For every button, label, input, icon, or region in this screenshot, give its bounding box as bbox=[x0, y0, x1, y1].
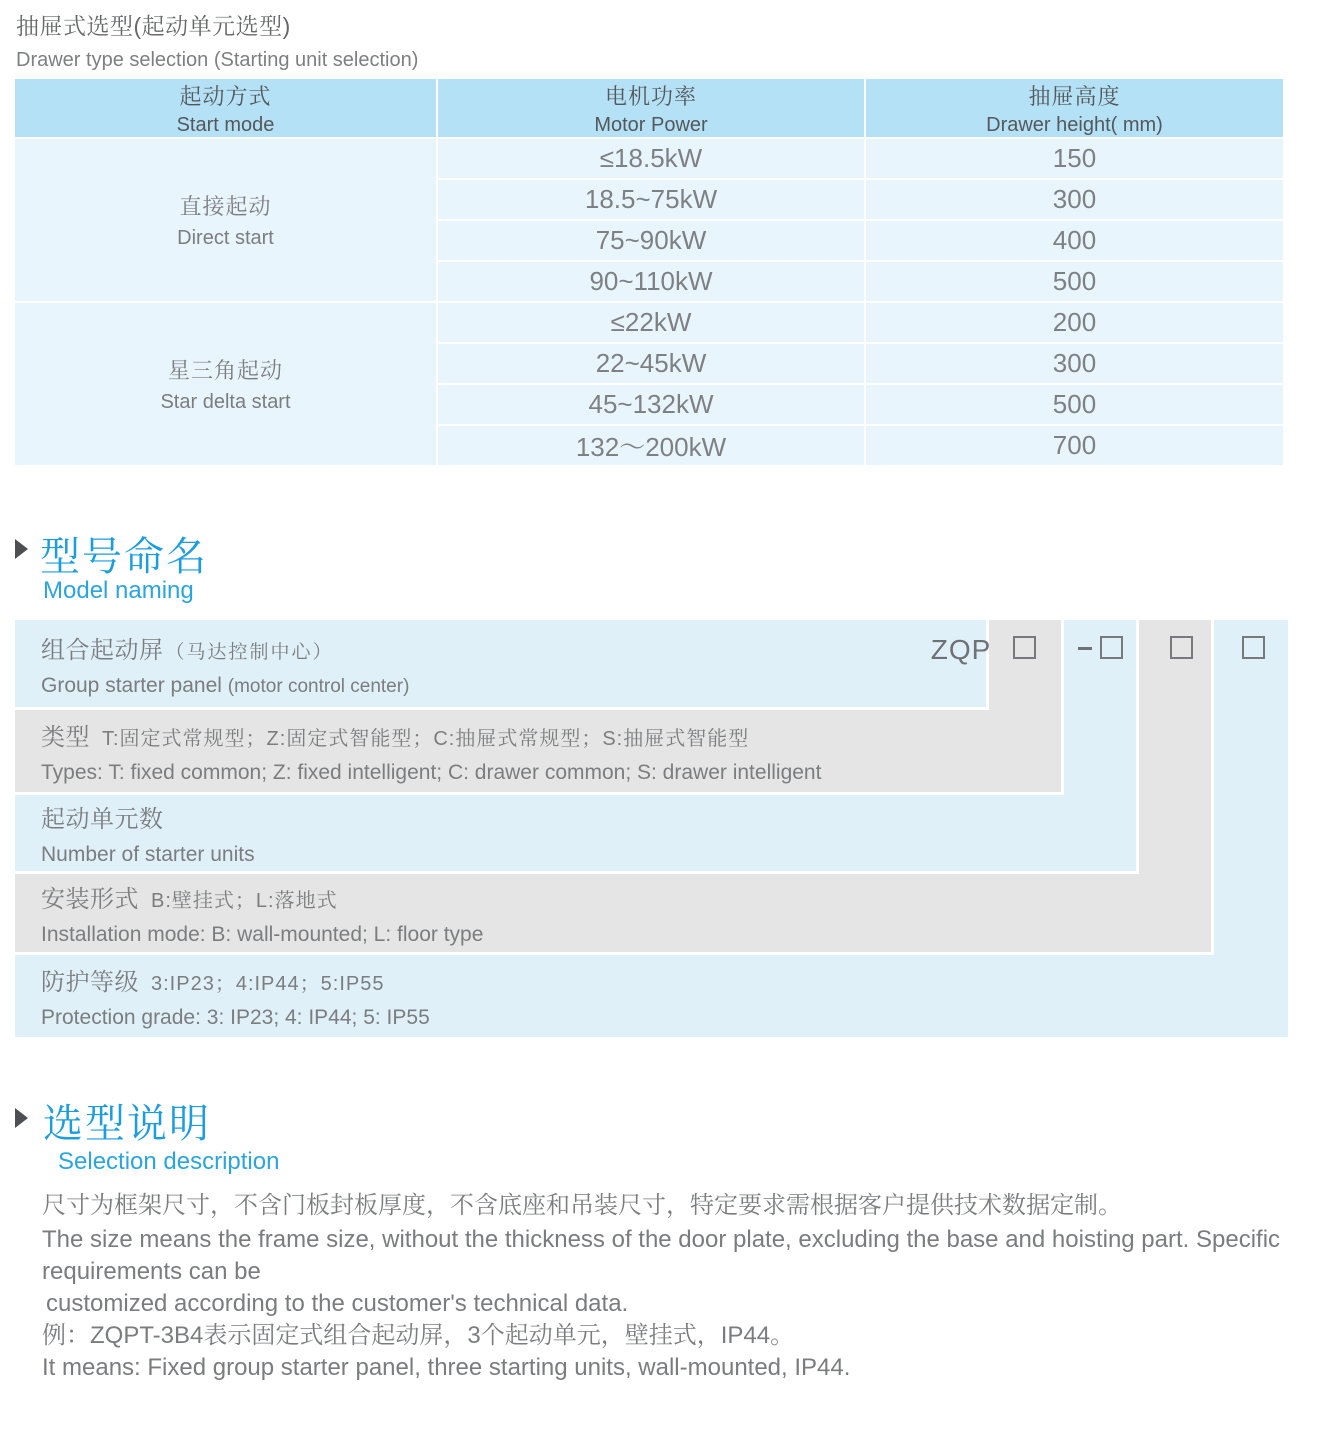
table-cell-height: 400 bbox=[866, 221, 1283, 260]
description-line: 尺寸为框架尺寸，不含门板封板厚度，不含底座和吊装尺寸，特定要求需根据客户提供技术数据定制。 bbox=[42, 1192, 1122, 1219]
table-cell-power: 90~110kW bbox=[438, 262, 864, 301]
table-cell-mode-direct-start bbox=[15, 139, 436, 301]
naming-row3-cn: 起动单元数 bbox=[41, 806, 164, 833]
table-cell-power: ≤22kW bbox=[438, 303, 864, 342]
table-cell-power: 18.5~75kW bbox=[438, 180, 864, 219]
selection-description-section bbox=[42, 1190, 1300, 1384]
table-cell-height: 300 bbox=[866, 180, 1283, 219]
table-header-drawer-height bbox=[866, 79, 1283, 137]
description-line: The size means the frame size, without the thickness of the door plate, excluding the base and hoisting part. Specific requirements can be bbox=[42, 1226, 1281, 1285]
mode-direct-en: Direct start bbox=[177, 227, 274, 249]
drawer-selection-table bbox=[15, 79, 1283, 465]
mode-direct-cn: 直接起动 bbox=[179, 194, 272, 219]
model-code-box-installation bbox=[1170, 636, 1193, 659]
naming-row5-cn: 防护等级 bbox=[41, 969, 139, 996]
description-line: It means: Fixed group starter panel, three starting units, wall-mounted, IP44. bbox=[42, 1354, 851, 1381]
table-cell-power: 75~90kW bbox=[438, 221, 864, 260]
section-marker-icon bbox=[15, 1108, 28, 1128]
table-cell-height: 700 bbox=[866, 426, 1283, 465]
naming-row5-en: Protection grade: 3: IP23; 4: IP44; 5: IP55 bbox=[41, 1006, 430, 1029]
naming-row2-cn: 类型 bbox=[41, 724, 90, 751]
selection-description-title-en: Selection description bbox=[58, 1148, 280, 1175]
model-code-prefix: ZQP bbox=[930, 634, 992, 665]
table-cell-height: 500 bbox=[866, 385, 1283, 424]
model-code-box-units bbox=[1100, 636, 1123, 659]
table-cell-height: 150 bbox=[866, 139, 1283, 178]
model-naming-title-cn: 型号命名 bbox=[40, 535, 208, 579]
mode-star-delta-cn: 星三角起动 bbox=[167, 358, 283, 383]
naming-row-installation-mode: 安装形式 B:壁挂式；L:落地式 Installation mode: B: wall-mounted; L: floor type bbox=[15, 874, 1211, 952]
naming-row4-cn: 安装形式 bbox=[41, 886, 139, 913]
naming-row1-en: Group starter panel bbox=[41, 673, 222, 697]
model-naming-diagram bbox=[15, 620, 1288, 1037]
table-cell-power: 22~45kW bbox=[438, 344, 864, 383]
naming-row3-en: Number of starter units bbox=[41, 843, 255, 866]
table-cell-power: 45~132kW bbox=[438, 385, 864, 424]
header-start-mode-en: Start mode bbox=[176, 113, 275, 136]
table-cell-height: 300 bbox=[866, 344, 1283, 383]
mode-star-delta-en: Star delta start bbox=[160, 391, 291, 413]
table-cell-mode-star-delta bbox=[15, 303, 436, 465]
naming-row1-cn: 组合起动屏 bbox=[41, 636, 164, 664]
table-cell-height: 500 bbox=[866, 262, 1283, 301]
header-start-mode-cn: 起动方式 bbox=[179, 83, 272, 109]
naming-row-types: 类型 T:固定式常规型；Z:固定式智能型；C:抽屉式常规型；S:抽屉式智能型 Types: T: fixed common; Z: fixed intelligent; C: drawer common; S: drawer intelligent bbox=[15, 710, 1061, 792]
naming-row2-en: Types: T: fixed common; Z: fixed intelligent; C: drawer common; S: drawer intelligent bbox=[41, 761, 822, 784]
page-title-en: Drawer type selection (Starting unit selection) bbox=[16, 49, 419, 71]
table-cell-power: ≤18.5kW bbox=[438, 139, 864, 178]
table-header-start-mode bbox=[15, 79, 436, 137]
page-title-cn: 抽屉式选型(起动单元选型) bbox=[16, 13, 291, 39]
page-header bbox=[16, 8, 418, 72]
header-motor-power-en: Motor Power bbox=[594, 113, 708, 136]
naming-row-starter-units bbox=[15, 795, 1136, 871]
naming-row-group-starter-panel: 组合起动屏 （马达控制中心） Group starter panel (motor control center) bbox=[15, 620, 986, 707]
section-marker-icon bbox=[15, 539, 28, 559]
table-header-motor-power bbox=[438, 79, 864, 137]
model-code-box-type bbox=[1013, 636, 1036, 659]
naming-row4-en: Installation mode: B: wall-mounted; L: floor type bbox=[41, 923, 484, 946]
header-drawer-height-en: Drawer height( mm) bbox=[986, 113, 1163, 136]
description-line: customized according to the customer's technical data. bbox=[46, 1290, 629, 1317]
table-cell-height: 200 bbox=[866, 303, 1283, 342]
header-motor-power-cn: 电机功率 bbox=[604, 83, 697, 109]
model-code-dash bbox=[1078, 647, 1092, 650]
table-cell-power: 132～200kW bbox=[438, 426, 864, 465]
naming-row-protection-grade: 防护等级 3:IP23；4:IP44；5:IP55 Protection grade: 3: IP23; 4: IP44; 5: IP55 bbox=[15, 955, 1288, 1037]
description-line: 例：ZQPT-3B4表示固定式组合起动屏，3个起动单元，壁挂式，IP44。 bbox=[42, 1322, 795, 1349]
model-naming-title-en: Model naming bbox=[43, 577, 194, 604]
model-code-box-protection bbox=[1242, 636, 1265, 659]
header-drawer-height-cn: 抽屉高度 bbox=[1028, 83, 1121, 109]
selection-description-title-cn: 选型说明 bbox=[43, 1102, 211, 1146]
